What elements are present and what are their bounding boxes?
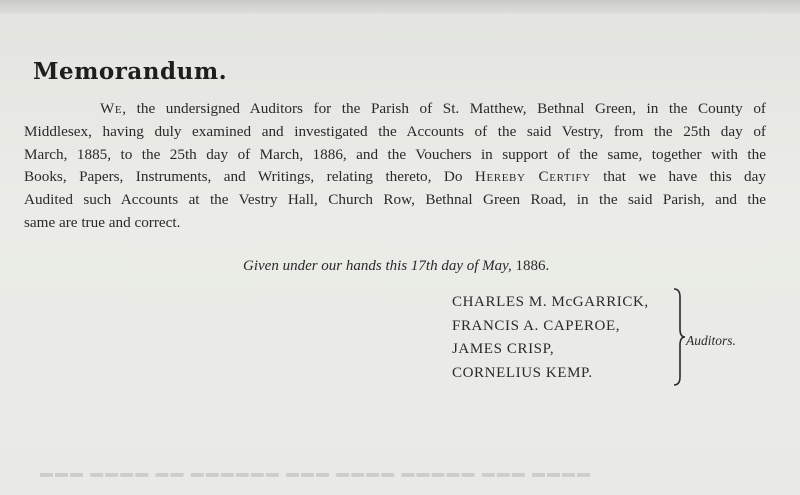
given-under-hands-line [243,258,549,275]
given-line-text: Given under our hands this 17th day of May, [243,258,512,274]
auditor-names [452,291,649,385]
paragraph-line: Audited such Accounts at the Vestry Hall, Church Row, Bethnal Green Road, in the said Parish, and the [24,191,766,209]
bleed-through-texture: ▬▬▬ ▬▬▬▬ ▬▬ ▬▬▬▬▬▬ ▬▬▬ ▬▬▬▬ ▬▬▬▬▬ ▬▬▬ ▬▬▬▬ [40,470,592,485]
small-caps-phrase: Hereby Certify [474,168,591,186]
auditor-name: FRANCIS A. CAPEROE, [452,317,621,334]
memorandum-heading: Memorandum. [33,58,228,85]
auditor-name: CORNELIUS KEMP. [452,364,593,381]
paragraph-line: Middlesex, having duly examined and investigated the Accounts of the said Vestry, from the 25th day of [24,122,766,140]
paragraph-line: Books, Papers, Instruments, and Writings, relating thereto, Do Hereby Certify that we have this day [24,168,766,186]
certification-paragraph [24,98,766,235]
small-caps-word: We [100,100,123,117]
paragraph-line: same are true and correct. [24,213,181,231]
auditor-name: CHARLES M. McGARRICK, [452,294,649,310]
curly-brace-icon [672,287,686,387]
show-through-text [40,445,760,485]
paragraph-line: March, 1885, to the 25th day of March, 1886, and the Vouchers in support of the same, together with the [24,145,766,163]
paragraph-line: We, the undersigned Auditors for the Parish of St. Matthew, Bethnal Green, in the County of [100,100,766,117]
page-edge-band [0,0,800,14]
auditors-label: Auditors. [686,333,736,348]
auditor-name: JAMES CRISP, [452,341,555,357]
given-line-year: 1886. [515,258,550,274]
